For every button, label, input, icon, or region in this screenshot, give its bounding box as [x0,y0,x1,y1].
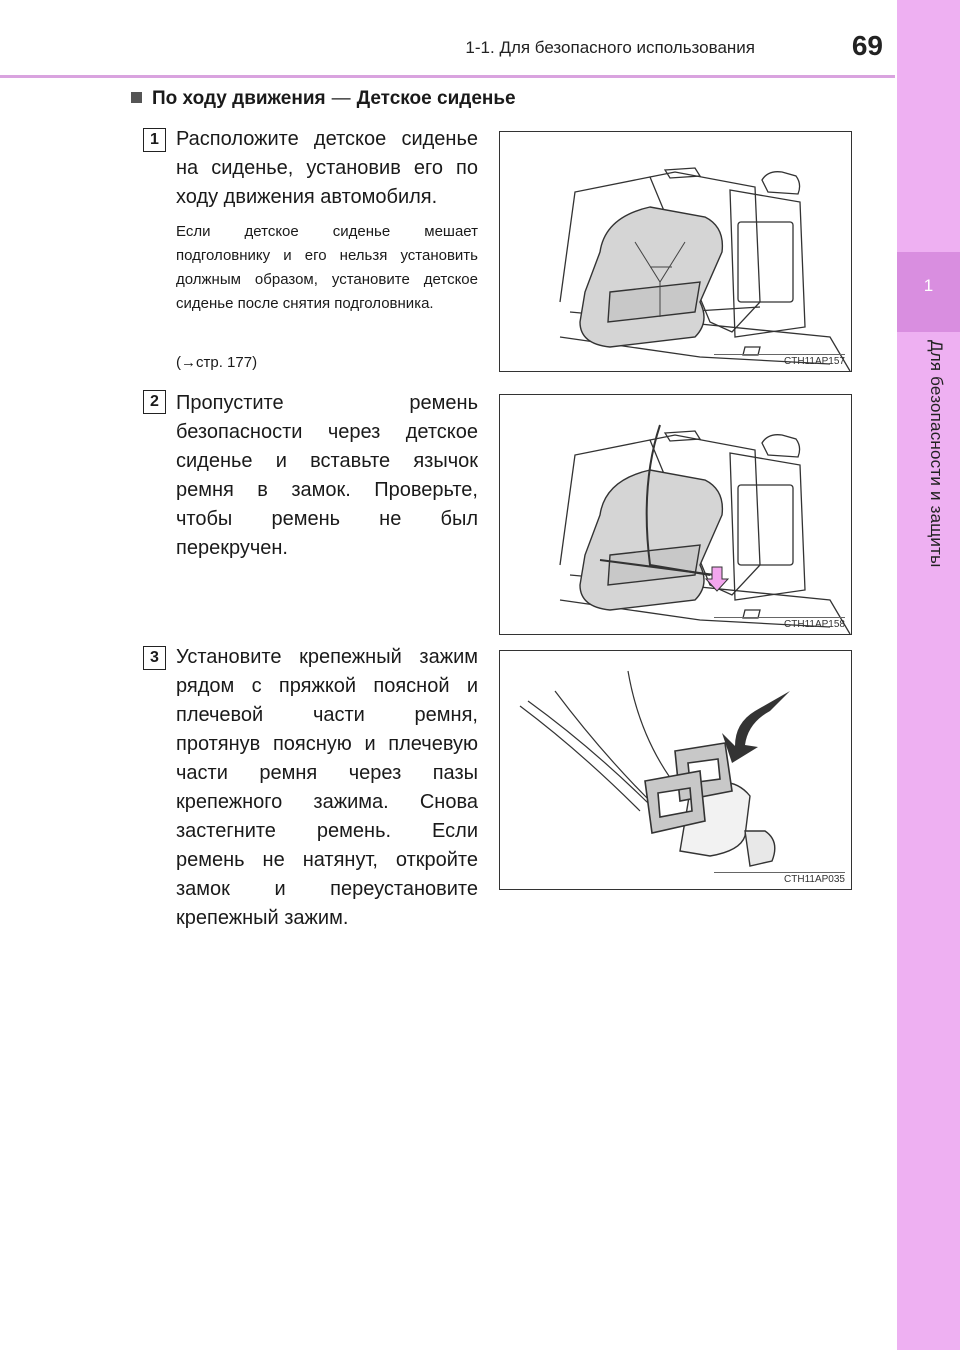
step-number-1: 1 [143,128,166,152]
heading-part1: По ходу движения [152,88,326,109]
step-text-3: Установите крепежный зажим рядом с пряжкой поясной и плечевой части ремня, протянув поясную и плечевую части ремня через пазы крепежного зажима. Снова застегните ремень. Если ремень не натянут, откройте замок и переустановите крепежный зажим. [176,646,478,929]
figure-child-seat-placed [499,131,852,372]
step-number-3: 3 [143,646,166,670]
step-number-2: 2 [143,390,166,414]
figure-locking-clip [499,650,852,890]
step-note-1: Если детское сиденье мешает подголовнику и его нельзя установить должным образом, установите детское сиденье после снятия подголовника. [176,223,478,312]
chapter-title: Для безопасности и защиты [927,340,946,568]
page-header [0,0,895,78]
figure-code-1: CTH11AP157 [714,354,845,367]
figure-belt-through-seat [499,394,852,635]
chapter-tab[interactable] [897,0,960,1350]
header-rule [0,75,895,78]
section-heading [131,88,516,110]
chapter-number[interactable]: 1 [897,252,960,332]
page-number: 69 [851,30,883,61]
step-text-2: Пропустите ремень безопасности через детское сиденье и вставьте язычок ремня в замок. Проверьте, чтобы ремень не был перекручен. [176,392,478,559]
heading-part2: Детское сиденье [356,88,516,109]
figure-code-3: CTH11AP035 [714,872,845,885]
step-note-ref-1[interactable]: (→стр. 177) [176,354,258,371]
heading-dash: — [331,88,351,109]
clip-illustration [500,651,851,889]
step-text-1: Расположите детское сиденье на сиденье, установив его по ходу движения автомобиля. [176,128,478,208]
seat-illustration-2 [500,395,851,634]
figure-code-2: CTH11AP158 [714,617,845,630]
seat-illustration-1 [500,132,851,371]
section-title: 1-1. Для безопасного использования [465,38,755,57]
square-bullet-icon [131,92,142,103]
